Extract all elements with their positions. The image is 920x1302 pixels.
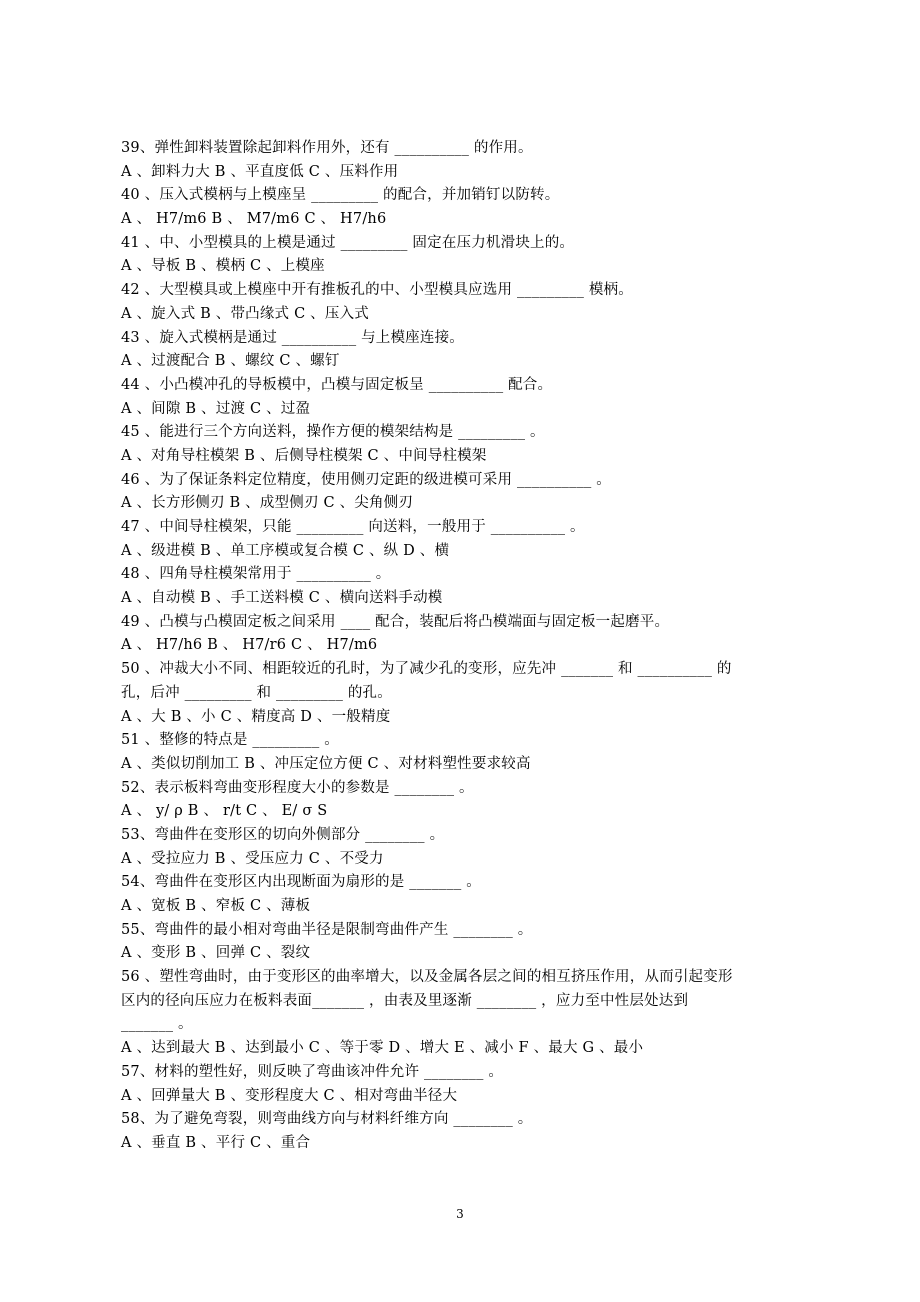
answer-options-line: A 、间隙 B 、过渡 C 、过盈 — [121, 400, 311, 417]
question-line: 57、材料的塑性好，则反映了弯曲该冲件允许 ________ 。 — [121, 1063, 504, 1080]
answer-options-line: A 、垂直 B 、平行 C 、重合 — [121, 1134, 311, 1151]
answer-options-line: A 、卸料力大 B 、平直度低 C 、压料作用 — [121, 163, 399, 180]
answer-options-line: A 、大 B 、小 C 、精度高 D 、一般精度 — [121, 708, 391, 725]
question-line: 55、弯曲件的最小相对弯曲半径是限制弯曲件产生 ________ 。 — [121, 921, 533, 938]
question-line: 40 、压入式模柄与上模座呈 _________ 的配合，并加销钉以防转。 — [121, 187, 560, 204]
answer-options-line: A 、 H7/m6 B 、 M7/m6 C 、 H7/h6 — [121, 211, 387, 228]
question-line: _______ 。 — [121, 1016, 193, 1033]
answer-options-line: A 、导板 B 、模柄 C 、上模座 — [121, 258, 325, 275]
question-line: 53、弯曲件在变形区的切向外侧部分 ________ 。 — [121, 826, 445, 843]
answer-options-line: A 、宽板 B 、窄板 C 、薄板 — [121, 898, 311, 914]
question-line: 46 、为了保证条料定位精度，使用侧刃定距的级进模可采用 __________ 。 — [121, 471, 611, 488]
answer-options-line: A 、自动模 B 、手工送料模 C 、横向送料手动模 — [121, 590, 443, 607]
question-line: 44 、小凸模冲孔的导板模中，凸模与固定板呈 __________ 配合。 — [121, 376, 553, 393]
question-line: 43 、旋入式模柄是通过 __________ 与上模座连接。 — [121, 329, 464, 346]
answer-options-line: A 、达到最大 B 、达到最小 C 、等于零 D 、增大 E 、减小 F 、最大 G 、最小 — [121, 1040, 644, 1057]
question-line: 45 、能进行三个方向送料，操作方便的模架结构是 _________ 。 — [121, 424, 545, 441]
question-line: 52、表示板料弯曲变形程度大小的参数是 ________ 。 — [121, 779, 474, 796]
answer-options-line: A 、 H7/h6 B 、 H7/r6 C 、 H7/m6 — [121, 637, 378, 654]
answer-options-line: A 、回弹量大 B 、变形程度大 C 、相对弯曲半径大 — [121, 1087, 458, 1104]
question-line: 41 、中、小型模具的上模是通过 _________ 固定在压力机滑块上的。 — [121, 234, 575, 251]
answer-options-line: A 、过渡配合 B 、螺纹 C 、螺钉 — [121, 353, 340, 370]
question-line: 孔，后冲 _________ 和 _________ 的孔。 — [121, 684, 392, 701]
question-line: 42 、大型模具或上模座中开有推板孔的中、小型模具应选用 _________ 模柄。 — [121, 282, 633, 299]
page-number: 3 — [456, 1207, 464, 1221]
question-line: 49 、凸模与凸模固定板之间采用 ____ 配合，装配后将凸模端面与固定板一起磨平。 — [121, 613, 670, 630]
question-line: 39、弹性卸料装置除起卸料作用外，还有 __________ 的作用。 — [121, 140, 533, 156]
answer-options-line: A 、级进模 B 、单工序模或复合模 C 、纵 D 、横 — [121, 542, 450, 559]
answer-options-line: A 、长方形侧刃 B 、成型侧刃 C 、尖角侧刃 — [121, 495, 414, 512]
question-line: 56 、塑性弯曲时，由于变形区的曲率增大，以及金属各层之间的相互挤压作用，从而引起变形 — [121, 969, 733, 986]
answer-options-line: A 、 y/ ρ B 、 r/t C 、 E/ σ S — [121, 803, 328, 820]
question-line: 48 、四角导柱模架常用于 __________ 。 — [121, 566, 391, 583]
answer-options-line: A 、旋入式 B 、带凸缘式 C 、压入式 — [121, 305, 369, 322]
answer-options-line: A 、对角导柱模架 B 、后侧导柱模架 C 、中间导柱模架 — [121, 447, 487, 464]
question-line: 47 、中间导柱模架，只能 _________ 向送料，一般用于 __________ 。 — [121, 519, 585, 535]
answer-options-line: A 、受拉应力 B 、受压应力 C 、不受力 — [121, 850, 384, 867]
question-line: 58、为了避免弯裂，则弯曲线方向与材料纤维方向 ________ 。 — [121, 1111, 533, 1128]
answer-options-line: A 、类似切削加工 B 、冲压定位方便 C 、对材料塑性要求较高 — [121, 755, 531, 772]
question-line: 50 、冲裁大小不同、相距较近的孔时，为了减少孔的变形，应先冲 _______ 和 __________ 的 — [121, 661, 732, 678]
question-list — [121, 137, 821, 1156]
question-line: 51 、整修的特点是 _________ 。 — [121, 732, 339, 749]
answer-options-line: A 、变形 B 、回弹 C 、裂纹 — [121, 945, 311, 962]
question-line: 区内的径向压应力在板料表面_______ ，由表及里逐渐 ________ ，应力至中性层处达到 — [121, 992, 689, 1009]
question-line: 54、弯曲件在变形区内出现断面为扇形的是 _______ 。 — [121, 874, 481, 891]
